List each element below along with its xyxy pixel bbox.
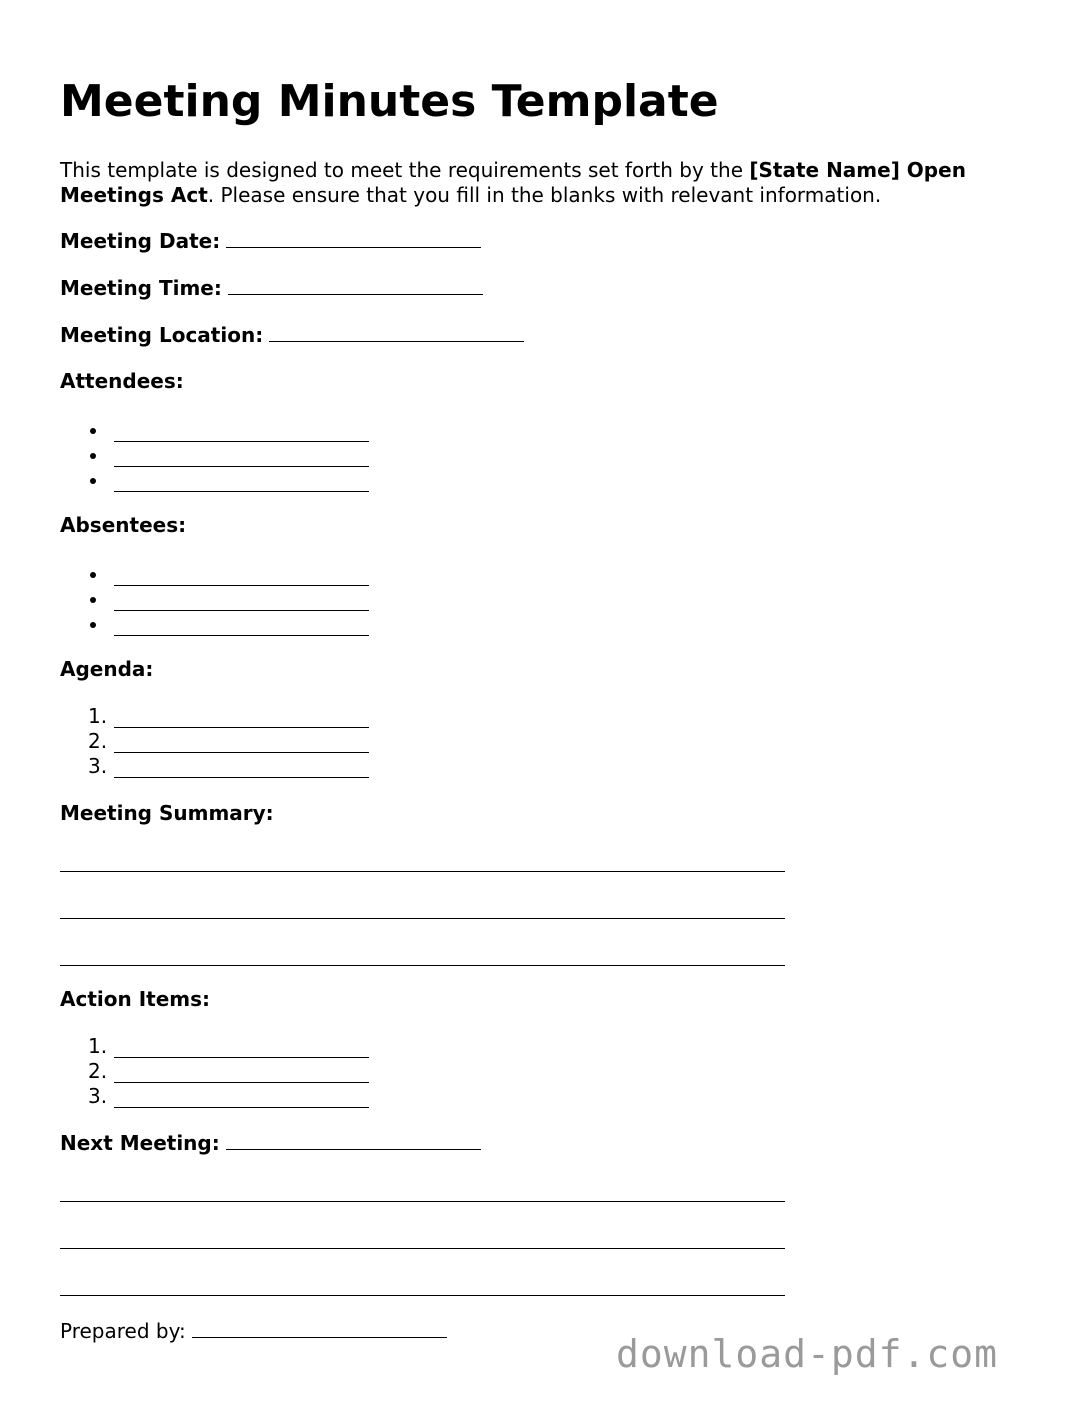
summary-line[interactable] <box>60 871 785 872</box>
summary-line[interactable] <box>60 965 785 966</box>
item-number: 1. <box>88 704 108 728</box>
intro-text-start: This template is designed to meet the requirements set forth by the <box>60 158 750 182</box>
watermark: download-pdf.com <box>616 1332 999 1376</box>
bullet-icon <box>90 453 96 459</box>
meeting-date-row <box>60 228 481 254</box>
attendees-heading: Attendees: <box>60 369 184 393</box>
next-meeting-blank[interactable] <box>226 1130 481 1150</box>
page-title: Meeting Minutes Template <box>60 76 719 127</box>
prepared-by-blank[interactable] <box>192 1318 447 1338</box>
meeting-time-row <box>60 275 483 301</box>
action-item-blank[interactable] <box>114 1064 369 1083</box>
item-number: 2. <box>88 729 108 753</box>
action-item-blank[interactable] <box>114 1089 369 1108</box>
agenda-blank[interactable] <box>114 759 369 778</box>
bullet-icon <box>90 478 96 484</box>
agenda-blank[interactable] <box>114 709 369 728</box>
agenda-blank[interactable] <box>114 734 369 753</box>
meeting-time-blank[interactable] <box>228 275 483 295</box>
absentee-blank[interactable] <box>114 617 369 636</box>
meeting-date-label: Meeting Date: <box>60 229 221 253</box>
item-number: 3. <box>88 1084 108 1108</box>
item-number: 1. <box>88 1034 108 1058</box>
meeting-location-row <box>60 322 524 348</box>
next-meeting-notes-line[interactable] <box>60 1248 785 1249</box>
attendee-blank[interactable] <box>114 423 369 442</box>
intro-act-name: [State Name] Open Meetings Act <box>60 158 966 207</box>
intro-paragraph <box>60 158 1050 208</box>
next-meeting-label: Next Meeting: <box>60 1131 220 1155</box>
prepared-by-label: Prepared by: <box>60 1319 186 1343</box>
bullet-icon <box>90 622 96 628</box>
bullet-icon <box>90 572 96 578</box>
meeting-time-label: Meeting Time: <box>60 276 222 300</box>
meeting-date-blank[interactable] <box>226 228 481 248</box>
attendee-blank[interactable] <box>114 448 369 467</box>
next-meeting-row <box>60 1130 481 1156</box>
prepared-by-row <box>60 1318 447 1344</box>
bullet-icon <box>90 428 96 434</box>
item-number: 2. <box>88 1059 108 1083</box>
item-number: 3. <box>88 754 108 778</box>
action-item-blank[interactable] <box>114 1039 369 1058</box>
attendee-blank[interactable] <box>114 473 369 492</box>
absentees-heading: Absentees: <box>60 513 187 537</box>
summary-heading: Meeting Summary: <box>60 801 274 825</box>
intro-text-end: . Please ensure that you fill in the blanks with relevant information. <box>207 183 882 207</box>
summary-line[interactable] <box>60 918 785 919</box>
next-meeting-notes-line[interactable] <box>60 1201 785 1202</box>
meeting-location-blank[interactable] <box>269 322 524 342</box>
action-items-heading: Action Items: <box>60 987 210 1011</box>
meeting-location-label: Meeting Location: <box>60 323 264 347</box>
absentee-blank[interactable] <box>114 592 369 611</box>
agenda-heading: Agenda: <box>60 657 154 681</box>
bullet-icon <box>90 597 96 603</box>
next-meeting-notes-line[interactable] <box>60 1295 785 1296</box>
absentee-blank[interactable] <box>114 567 369 586</box>
